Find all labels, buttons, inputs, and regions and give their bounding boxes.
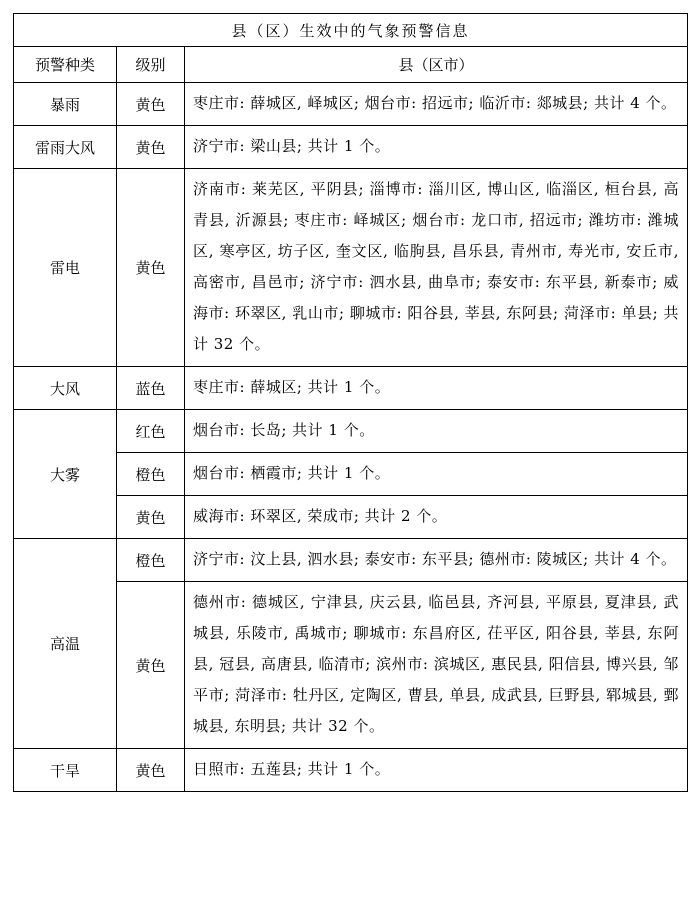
header-level: 级别 bbox=[117, 47, 185, 83]
warning-level-cell: 红色 bbox=[117, 410, 185, 453]
warning-level-cell: 黄色 bbox=[117, 126, 185, 169]
counties-cell: 济宁市: 汶上县, 泗水县; 泰安市: 东平县; 德州市: 陵城区; 共计 4 个。 bbox=[185, 539, 688, 582]
table-row bbox=[14, 367, 688, 410]
warning-level-cell: 蓝色 bbox=[117, 367, 185, 410]
warning-type-cell: 雷雨大风 bbox=[14, 126, 117, 169]
warning-type-cell: 雷电 bbox=[14, 169, 117, 367]
header-counties: 县（区市） bbox=[185, 47, 688, 83]
table-row bbox=[14, 83, 688, 126]
warning-level-cell: 橙色 bbox=[117, 539, 185, 582]
table-row bbox=[14, 749, 688, 792]
table-row bbox=[14, 410, 688, 453]
warning-type-cell: 大雾 bbox=[14, 410, 117, 539]
counties-cell: 济南市: 莱芜区, 平阴县; 淄博市: 淄川区, 博山区, 临淄区, 桓台县, 高青县, 沂源县; 枣庄市: 峄城区; 烟台市: 龙口市, 招远市; 潍坊市: 潍城区, 寒亭区, 坊子区, 奎文区, 临朐县, 昌乐县, 青州市, 寿光市, 安丘市, 高密市, 昌邑市; 济宁市: 泗水县, 曲阜市; 泰安市: 东平县, 新泰市; 威海市: 环翠区, 乳山市; 聊城市: 阳谷县, 莘县, 东阿县; 菏泽市: 单县; 共计 32 个。 bbox=[185, 169, 688, 367]
counties-cell: 枣庄市: 薛城区, 峄城区; 烟台市: 招远市; 临沂市: 郯城县; 共计 4 个。 bbox=[185, 83, 688, 126]
counties-cell: 日照市: 五莲县; 共计 1 个。 bbox=[185, 749, 688, 792]
table-title-row bbox=[14, 14, 688, 47]
warning-level-cell: 黄色 bbox=[117, 169, 185, 367]
counties-cell: 烟台市: 长岛; 共计 1 个。 bbox=[185, 410, 688, 453]
header-warning-type: 预警种类 bbox=[14, 47, 117, 83]
counties-cell: 枣庄市: 薛城区; 共计 1 个。 bbox=[185, 367, 688, 410]
weather-warning-table bbox=[13, 13, 688, 792]
table-row bbox=[14, 126, 688, 169]
table-row bbox=[14, 169, 688, 367]
warning-level-cell: 黄色 bbox=[117, 582, 185, 749]
warning-type-cell: 暴雨 bbox=[14, 83, 117, 126]
warning-type-cell: 大风 bbox=[14, 367, 117, 410]
warning-type-cell: 干旱 bbox=[14, 749, 117, 792]
warning-level-cell: 黄色 bbox=[117, 496, 185, 539]
counties-cell: 威海市: 环翠区, 荣成市; 共计 2 个。 bbox=[185, 496, 688, 539]
table-title: 县（区）生效中的气象预警信息 bbox=[14, 14, 688, 47]
counties-cell: 德州市: 德城区, 宁津县, 庆云县, 临邑县, 齐河县, 平原县, 夏津县, 武城县, 乐陵市, 禹城市; 聊城市: 东昌府区, 茌平区, 阳谷县, 莘县, 东阿县, 冠县, 高唐县, 临清市; 滨州市: 滨城区, 惠民县, 阳信县, 博兴县, 邹平市; 菏泽市: 牡丹区, 定陶区, 曹县, 单县, 成武县, 巨野县, 郓城县, 鄄城县, 东明县; 共计 32 个。 bbox=[185, 582, 688, 749]
counties-cell: 烟台市: 栖霞市; 共计 1 个。 bbox=[185, 453, 688, 496]
warning-level-cell: 黄色 bbox=[117, 749, 185, 792]
header-row bbox=[14, 47, 688, 83]
counties-cell: 济宁市: 梁山县; 共计 1 个。 bbox=[185, 126, 688, 169]
warning-level-cell: 橙色 bbox=[117, 453, 185, 496]
table-row bbox=[14, 539, 688, 582]
warning-type-cell: 高温 bbox=[14, 539, 117, 749]
warning-level-cell: 黄色 bbox=[117, 83, 185, 126]
